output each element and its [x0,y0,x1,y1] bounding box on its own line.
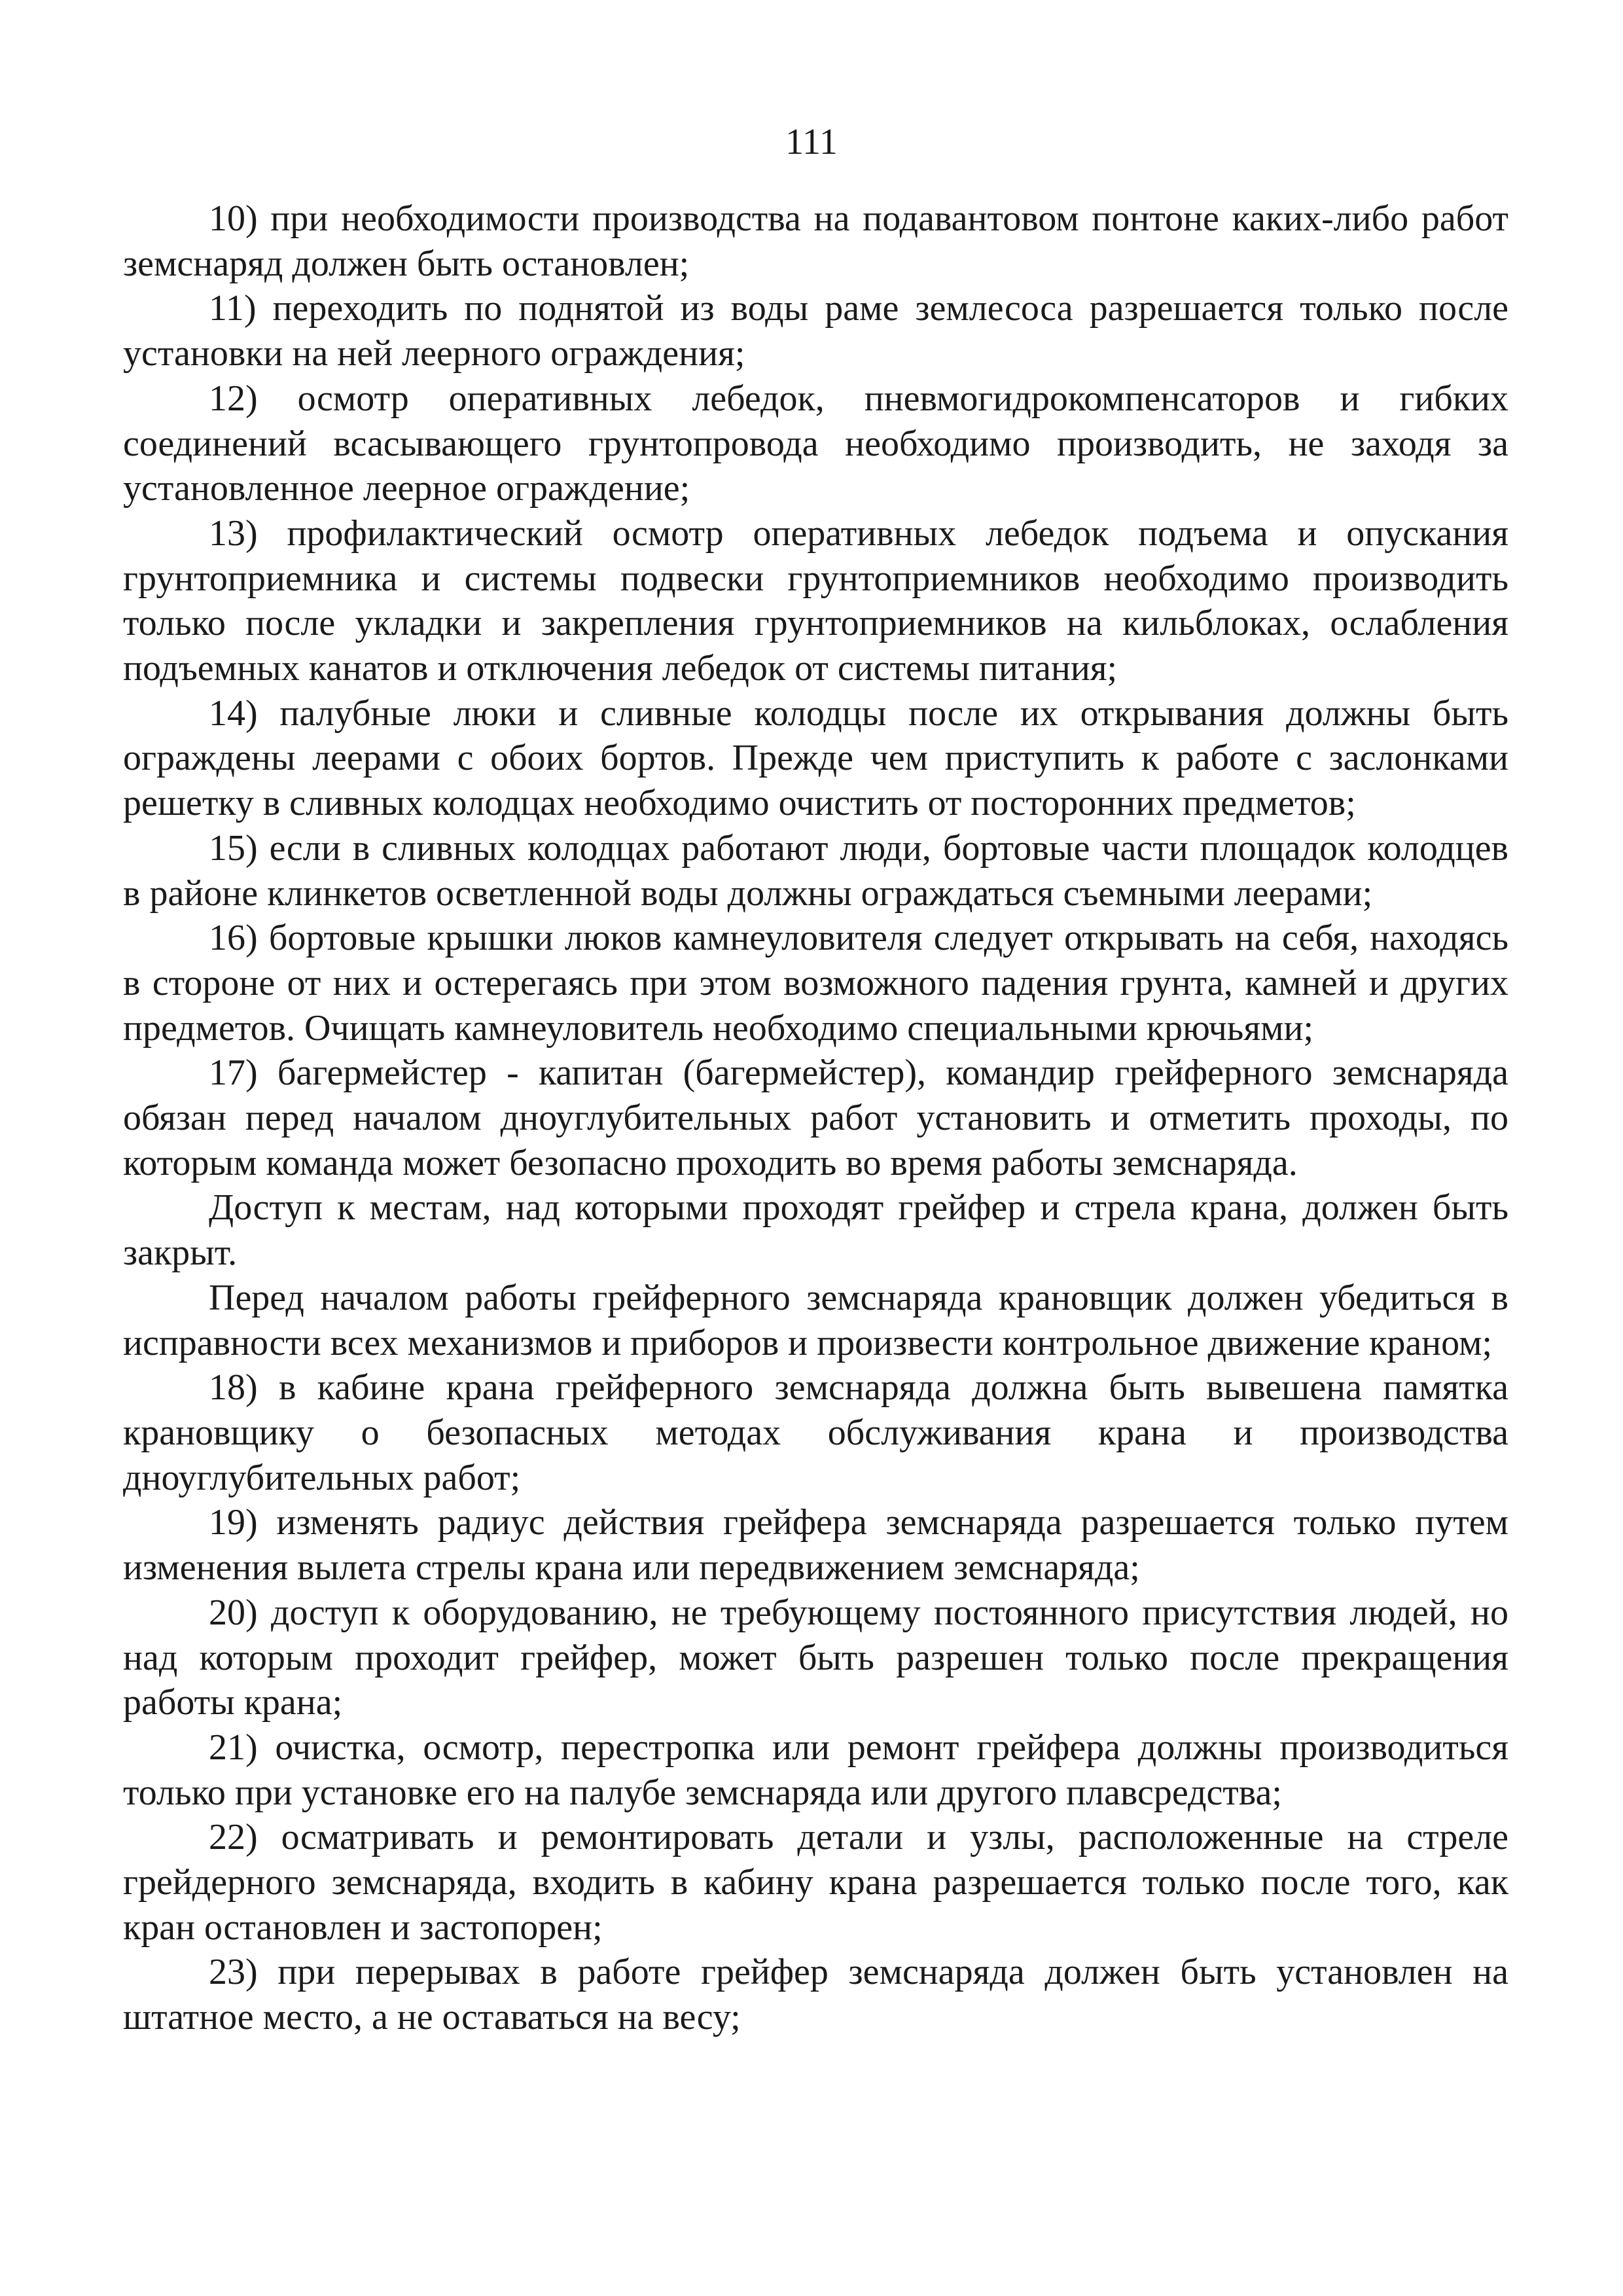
paragraph-item-23: 23) при перерывах в работе грейфер земснаряда должен быть установлен на штатное место, а не оставаться на весу; [123,1952,1508,2038]
paragraph-item-16: 16) бортовые крышки люков камнеуловителя следует открывать на себя, находясь в стороне от них и остерегаясь при этом возможного падения грунта, камней и других предметов. Очищать камнеуловитель необходимо специальными крючьями; [123,918,1508,1049]
paragraph-item-18: 18) в кабине крана грейферного земснаряда должна быть вывешена памятка крановщику о безопасных методах обслуживания крана и производства дноуглубительных работ; [123,1367,1508,1498]
paragraph-item-12: 12) осмотр оперативных лебедок, пневмогидрокомпенсаторов и гибких соединений всасывающего грунтопровода необходимо производить, не заходя за установленное леерное ограждение; [123,378,1508,509]
paragraph-item-19: 19) изменять радиус действия грейфера земснаряда разрешается только путем изменения вылета стрелы крана или передвижением земснаряда; [123,1502,1508,1588]
page-number: 111 [785,122,838,162]
paragraph-item-13: 13) профилактический осмотр оперативных лебедок подъема и опускания грунтоприемника и системы подвески грунтоприемников необходимо производить только после укладки и закрепления грунтоприемников на кильблоках, ослабления подъемных канатов и отключения лебедок от системы питания; [123,512,1508,689]
paragraph-access-note: Доступ к местам, над которыми проходят грейфер и стрела крана, должен быть закрыт. [123,1187,1508,1274]
paragraph-item-10: 10) при необходимости производства на подавантовом понтоне каких-либо работ земснаряд должен быть остановлен; [123,198,1508,284]
paragraph-item-17: 17) багермейстер - капитан (багермейстер), командир грейферного земснаряда обязан перед началом дноуглубительных работ установить и отметить проходы, по которым команда может безопасно проходить во время работы земснаряда. [123,1052,1508,1183]
paragraph-item-22: 22) осматривать и ремонтировать детали и узлы, расположенные на стреле грейдерного земснаряда, входить в кабину крана разрешается только после того, как кран остановлен и застопорен; [123,1817,1508,1948]
paragraph-item-15: 15) если в сливных колодцах работают люди, бортовые части площадок колодцев в районе клинкетов осветленной воды должны ограждаться съемными леерами; [123,827,1508,914]
document-body [123,196,1508,2040]
paragraph-item-11: 11) переходить по поднятой из воды раме землесоса разрешается только после установки на ней леерного ограждения; [123,288,1508,374]
paragraph-item-21: 21) очистка, осмотр, перестропка или ремонт грейфера должны производиться только при установке его на палубе земснаряда или другого плавсредства; [123,1727,1508,1813]
paragraph-item-20: 20) доступ к оборудованию, не требующему постоянного присутствия людей, но над которым проходит грейфер, может быть разрешен только после прекращения работы крана; [123,1592,1508,1723]
paragraph-crane-check: Перед началом работы грейферного земснаряда крановщик должен убедиться в исправности всех механизмов и приборов и произвести контрольное движение краном; [123,1277,1508,1363]
paragraph-item-14: 14) палубные люки и сливные колодцы после их открывания должны быть ограждены леерами с обоих бортов. Прежде чем приступить к работе с заслонками решетку в сливных колодцах необходимо очистить от посторонних предметов; [123,692,1508,824]
